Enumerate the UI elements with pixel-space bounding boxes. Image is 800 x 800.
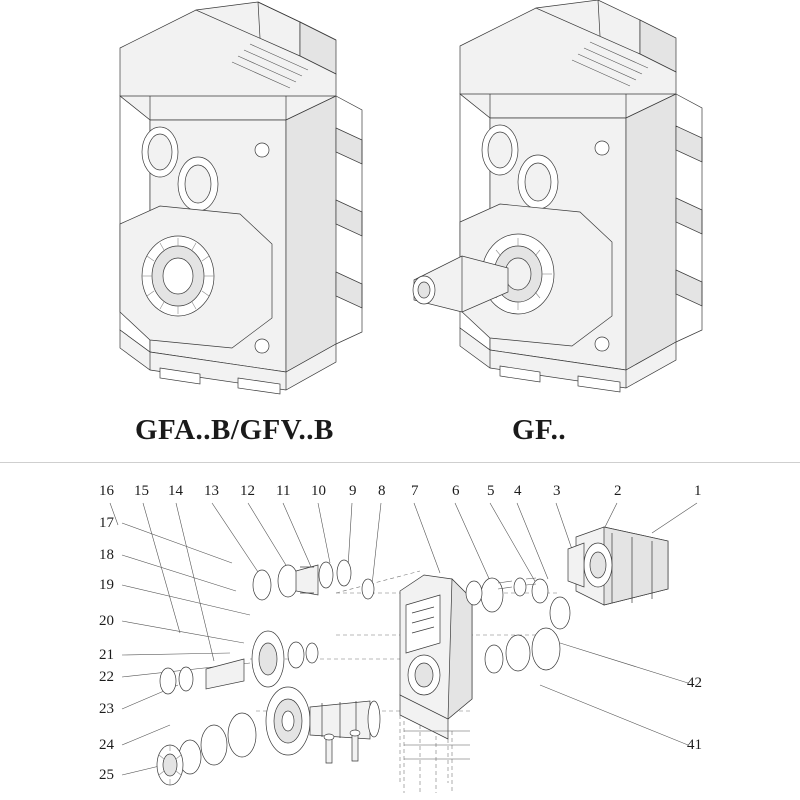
caption-left-model: GFA..B/GFV..B bbox=[135, 414, 334, 446]
callout-13: 13 bbox=[204, 483, 219, 499]
callout-19: 19 bbox=[99, 577, 114, 593]
callout-6: 6 bbox=[452, 483, 460, 499]
callout-2: 2 bbox=[614, 483, 622, 499]
callout-14: 14 bbox=[168, 483, 183, 499]
callout-16: 16 bbox=[99, 483, 114, 499]
callout-25: 25 bbox=[99, 767, 114, 783]
caption-right-model: GF.. bbox=[512, 414, 567, 446]
callout-24: 24 bbox=[99, 737, 114, 753]
callout-42: 42 bbox=[687, 675, 702, 691]
callout-4: 4 bbox=[514, 483, 522, 499]
right-gearbox-illustration bbox=[413, 0, 702, 392]
callout-7: 7 bbox=[411, 483, 419, 499]
part-rings-right bbox=[466, 578, 570, 673]
callout-10: 10 bbox=[311, 483, 326, 499]
left-gearbox-illustration bbox=[120, 2, 362, 394]
callout-5: 5 bbox=[487, 483, 495, 499]
part-input-shaft bbox=[253, 560, 374, 600]
callout-22: 22 bbox=[99, 669, 114, 685]
callout-17: 17 bbox=[99, 515, 114, 531]
callout-9: 9 bbox=[349, 483, 357, 499]
callout-21: 21 bbox=[99, 647, 114, 663]
callout-11: 11 bbox=[276, 483, 291, 499]
callout-23: 23 bbox=[99, 701, 114, 717]
part-bottom-gear-shaft bbox=[157, 687, 380, 785]
callout-8: 8 bbox=[378, 483, 386, 499]
exploded-view-area bbox=[0, 463, 800, 800]
callout-20: 20 bbox=[99, 613, 114, 629]
part-motor-block bbox=[568, 527, 668, 605]
callout-41: 41 bbox=[687, 737, 702, 753]
exploded-parts-drawing bbox=[0, 463, 800, 800]
callout-3: 3 bbox=[553, 483, 561, 499]
part-output-gear bbox=[160, 631, 318, 694]
callout-15: 15 bbox=[134, 483, 149, 499]
callout-1: 1 bbox=[694, 483, 702, 499]
callout-12: 12 bbox=[240, 483, 255, 499]
callout-18: 18 bbox=[99, 547, 114, 563]
